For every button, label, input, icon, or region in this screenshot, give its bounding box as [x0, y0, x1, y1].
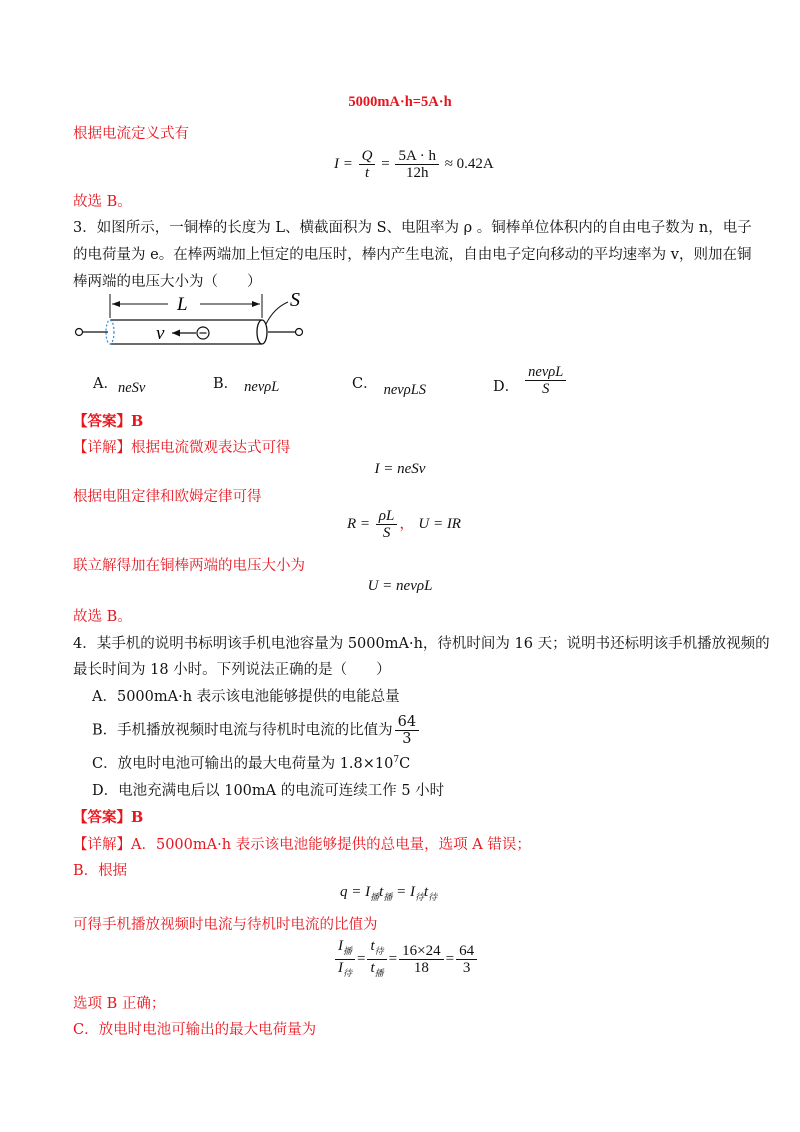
q3-line3: 棒两端的电压大小为（ ）: [73, 274, 262, 290]
left-terminal: [76, 329, 83, 336]
dim-arrow-left: [112, 301, 120, 307]
q4-option-c: C．放电时电池可输出的最大电荷量为 $1.8\times 10^7C$: [92, 755, 411, 772]
q3-option-c: C． nevρLS: [352, 376, 427, 398]
answer-prev: 故选 B。: [73, 194, 132, 210]
area-label: S: [290, 289, 300, 311]
q3-combine: 联立解得加在铜棒两端的电压大小为: [73, 558, 305, 574]
rod-right-end: [257, 320, 267, 344]
right-terminal: [296, 329, 303, 336]
q4-answer: 【答案】B: [73, 809, 144, 826]
q4-b-intro: B．根据: [73, 863, 128, 879]
dim-arrow-right: [252, 301, 260, 307]
q4-ratio-intro: 可得手机播放视频时电流与待机时电流的比值为: [73, 917, 378, 933]
q3-option-d: D． $\frac{\text{nevρL}}{S}$: [493, 364, 568, 397]
q3-line1: 3．如图所示，一铜棒的长度为 L、横截面积为 S、电阻率为 ρ 。铜棒单位体积内的自由电子数为 n，电子: [73, 220, 752, 236]
q4-option-a: A．5000mA·h 表示该电池能够提供的电能总量: [92, 689, 400, 705]
q3-eq-resistance: R = $\frac{\rho L}{S}$ ， U = IR: [347, 508, 461, 541]
area-pointer: [266, 302, 288, 324]
q3-eq-voltage: U = nevρL: [367, 578, 433, 594]
rod-body: [110, 320, 262, 344]
top-equation: 5000mA·h=5A·h: [348, 94, 452, 110]
q3-final: 故选 B。: [73, 609, 132, 625]
q4-eq-ratio: $\frac{I_播}{I_待}$ = $\frac{t_待}{t_播}$ = $\frac{16\times 24}{18}$ = $\frac{64}{3}$: [333, 938, 479, 981]
q3-detail: 【详解】根据电流微观表达式可得: [73, 440, 291, 456]
q4-detail: 【详解】A．5000mA·h 表示该电池能够提供的总电量，选项 A 错误；: [73, 837, 531, 853]
definition-line: 根据电流定义式有: [73, 126, 189, 142]
q4-option-d: D．电池充满电后以 100mA 的电流可连续工作 5 小时: [92, 783, 445, 799]
velocity-arrowhead: [172, 330, 180, 337]
q3-option-b: B． nevρL: [213, 376, 280, 395]
q4-option-b: B．手机播放视频时电流与待机时电流的比值为 $\frac{64}{3}$: [92, 714, 421, 747]
q3-option-a: A．: [93, 376, 118, 392]
q4-eq-charge: $q = I_播t_播 = I_待t_待$: [340, 884, 438, 902]
q4-c-intro: C．放电时电池可输出的最大电荷量为: [73, 1022, 317, 1038]
q3-eq-current: I = neSv: [374, 461, 426, 477]
length-label: L: [177, 294, 188, 315]
copper-rod-figure: [70, 286, 320, 356]
q3-line2: 的电荷量为 e。在棒两端加上恒定的电压时，棒内产生电流，自由电子定向移动的平均速率为 v，则加在铜: [73, 247, 752, 263]
q3-answer: 【答案】B: [73, 413, 144, 430]
q3-law: 根据电阻定律和欧姆定律可得: [73, 489, 262, 505]
q3-option-a-text: neSv: [118, 380, 146, 396]
velocity-label: v: [156, 323, 165, 344]
q4-line2: 最长时间为 18 小时。下列说法正确的是（ ）: [73, 662, 391, 678]
q4-b-correct: 选项 B 正确；: [73, 996, 166, 1012]
q4-line1: 4．某手机的说明书标明该手机电池容量为 5000mA·h，待机时间为 16 天；说明书还标明该手机播放视频的: [73, 636, 770, 652]
equation-current: I = $\frac{Q}{t}$ = $\frac{5A \cdot h}{12h}$ ≈ 0.42A: [334, 148, 494, 181]
